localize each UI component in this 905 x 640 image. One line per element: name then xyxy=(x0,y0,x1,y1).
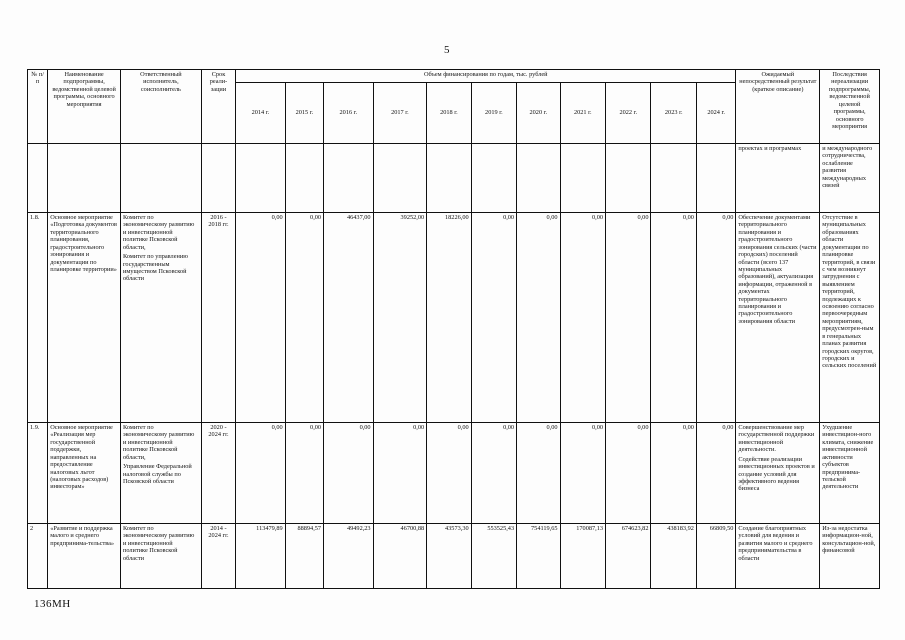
cell-value: 438183,92 xyxy=(651,524,696,589)
cell-result xyxy=(736,144,820,213)
result-paragraph: Создание благоприятных условий для ведения и развития малого и среднего предпринимательства в области xyxy=(738,525,813,562)
cell-value xyxy=(651,144,696,213)
cell-value: 0,00 xyxy=(560,423,605,524)
cell-value xyxy=(324,144,374,213)
cell-value xyxy=(560,144,605,213)
cell-value: 66809,50 xyxy=(696,524,735,589)
cell-value: 0,00 xyxy=(517,213,560,423)
resp-paragraph: Комитет по управлению государственным имуществом Псковской области xyxy=(122,253,188,283)
cell-value: 0,00 xyxy=(696,423,735,524)
cell-value: 0,00 xyxy=(471,213,516,423)
table-row xyxy=(28,524,880,589)
cell-num: 2 xyxy=(28,524,48,589)
result-paragraph: Содействие реализации инвестиционных проектов и создание условий для эффективного ведения бизнеса xyxy=(738,455,815,493)
cell-value: 0,00 xyxy=(471,423,516,524)
cell-term: 2020 - 2024 гг. xyxy=(201,423,235,524)
header-year: 2019 г. xyxy=(471,83,516,144)
cell-consequences: Отсутствие в муниципальных образованиях области документации по планировке территорий, в связи с чем возникнут затруднения с выявлением территорий, подлежащих к освоению согласно первоочередным мероприятиям, предусмотрен-ным в генеральных планах развития городских округов, городских и сельских поселений xyxy=(820,213,880,423)
cell-term: 2014 - 2024 гг. xyxy=(201,524,235,589)
footer-code: 136МН xyxy=(34,598,71,610)
result-paragraph: Совершенствование мер государственной поддержки инвестиционной деятельности. xyxy=(738,424,815,454)
header-year: 2017 г. xyxy=(373,83,427,144)
table-row xyxy=(28,423,880,524)
page-number: 5 xyxy=(444,44,450,56)
cell-value: 674623,82 xyxy=(606,524,651,589)
cell-value: 0,00 xyxy=(606,423,651,524)
resp-paragraph: Комитет по экономическому развитию и инвестиционной политике Псковской области, xyxy=(122,214,195,251)
cell-value: 0,00 xyxy=(651,213,696,423)
resp-paragraph: Комитет по экономическому развитию и инвестиционной политике Псковской области xyxy=(122,525,195,562)
cell-result xyxy=(736,524,820,589)
cell-value: 0,00 xyxy=(651,423,696,524)
header-num: № п/п xyxy=(28,70,48,144)
table-row xyxy=(28,213,880,423)
cell-responsible xyxy=(120,524,201,589)
cell-value: 18226,00 xyxy=(427,213,471,423)
cell-value xyxy=(236,144,286,213)
cell-name: Основное мероприятие «Реализация мер государственной поддержки, направленных на предоставление налоговых льгот (налоговых расходов) инвесторам» xyxy=(48,423,121,524)
resp-paragraph: Комитет по экономическому развитию и инвестиционной политике Псковской области, xyxy=(122,424,195,461)
cell-value: 0,00 xyxy=(606,213,651,423)
cell-value: 88894,57 xyxy=(285,524,323,589)
result-paragraph: проектах и программах xyxy=(738,145,802,152)
header-consequences: Последствия нереализации подпрограммы, ведомственной целевой программы, основного мероприятия xyxy=(820,70,880,144)
cell-value: 553525,43 xyxy=(471,524,516,589)
header-year: 2018 г. xyxy=(427,83,471,144)
cell-num xyxy=(28,144,48,213)
cell-name: Основное мероприятие «Подготовка документов территориального планирования, градостроительного зонирования и документации по планировке территории» xyxy=(48,213,121,423)
cell-value xyxy=(373,144,427,213)
cell-responsible xyxy=(120,213,201,423)
cell-consequences: и международного сотрудничества, ослабление развития международных связей xyxy=(820,144,880,213)
cell-value: 0,00 xyxy=(285,213,323,423)
cell-name xyxy=(48,144,121,213)
cell-value xyxy=(696,144,735,213)
header-responsible: Ответственный исполнитель, соисполнитель xyxy=(120,70,201,144)
header-year: 2024 г. xyxy=(696,83,735,144)
cell-value: 39252,00 xyxy=(373,213,427,423)
financing-table xyxy=(27,69,880,589)
cell-value: 0,00 xyxy=(373,423,427,524)
cell-value: 0,00 xyxy=(324,423,374,524)
header-year: 2022 г. xyxy=(606,83,651,144)
cell-value xyxy=(471,144,516,213)
result-paragraph: Обеспечение документами территориального планирования и градостроительного зонирования сельских (части городских) поселений области (всего 137 муниципальных образований), актуализация информации, отраженной в документах территориального планирования и градостроительного зонирования области xyxy=(738,214,817,325)
header-term: Срок реали-зации xyxy=(201,70,235,144)
cell-value: 43573,30 xyxy=(427,524,471,589)
resp-paragraph: Управление Федеральной налоговой службы по Псковской области xyxy=(122,463,192,485)
header-year: 2021 г. xyxy=(560,83,605,144)
header-year: 2014 г. xyxy=(236,83,286,144)
cell-term xyxy=(201,144,235,213)
cell-result xyxy=(736,213,820,423)
header-result: Ожидаемый непосредственный результат (краткое описание) xyxy=(736,70,820,144)
cell-result xyxy=(736,423,820,524)
table-row xyxy=(28,144,880,213)
cell-value xyxy=(285,144,323,213)
cell-consequences: Ухудшение инвестицион-ного климата, снижение инвестиционной активности субъектов предпринима-тельской деятельности xyxy=(820,423,880,524)
cell-value: 49492,23 xyxy=(324,524,374,589)
header-year: 2015 г. xyxy=(285,83,323,144)
cell-value: 46700,88 xyxy=(373,524,427,589)
cell-responsible xyxy=(120,423,201,524)
header-year: 2023 г. xyxy=(651,83,696,144)
cell-value xyxy=(517,144,560,213)
cell-term: 2016 - 2018 гг. xyxy=(201,213,235,423)
cell-num: 1.9. xyxy=(28,423,48,524)
cell-name: «Развитие и поддержка малого и среднего предпринима-тельства» xyxy=(48,524,121,589)
header-name: Наименование подпрограммы, ведомственной целевой программы, основного мероприятия xyxy=(48,70,121,144)
cell-value: 0,00 xyxy=(427,423,471,524)
cell-value: 0,00 xyxy=(236,213,286,423)
cell-value: 170087,13 xyxy=(560,524,605,589)
cell-responsible xyxy=(120,144,201,213)
cell-value: 754119,65 xyxy=(517,524,560,589)
cell-consequences: Из-за недостатка информацион-ной, консультацион-ной, финансовой xyxy=(820,524,880,589)
header-volume: Объем финансирования по годам, тыс. рублей xyxy=(236,70,736,83)
cell-value: 46437,00 xyxy=(324,213,374,423)
header-year: 2016 г. xyxy=(324,83,374,144)
cell-value: 0,00 xyxy=(285,423,323,524)
cell-num: 1.8. xyxy=(28,213,48,423)
cell-value: 0,00 xyxy=(236,423,286,524)
header-year: 2020 г. xyxy=(517,83,560,144)
cell-value: 113479,89 xyxy=(236,524,286,589)
cell-value xyxy=(606,144,651,213)
cell-value: 0,00 xyxy=(696,213,735,423)
cell-value: 0,00 xyxy=(517,423,560,524)
cell-value: 0,00 xyxy=(560,213,605,423)
cell-value xyxy=(427,144,471,213)
